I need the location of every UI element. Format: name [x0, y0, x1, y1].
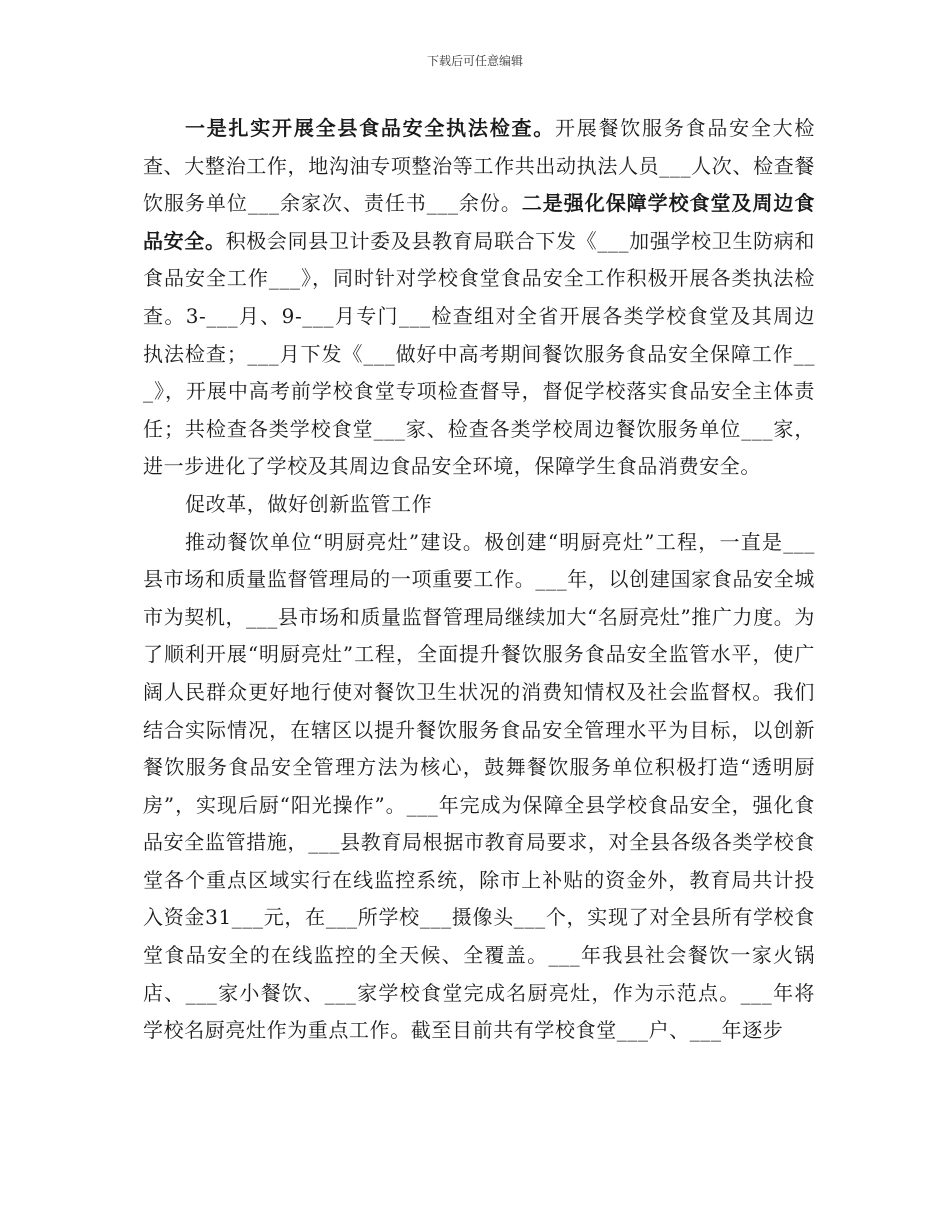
section-heading-reform: 促改革，做好创新监管工作 — [185, 491, 433, 516]
document-body — [143, 110, 815, 1050]
paragraph-open-kitchen: 推动餐饮单位“明厨亮灶”建设。极创建“明厨亮灶”工程，一直是___县市场和质量监督管理局的一项重要工作。___年，以创建国家食品安全城市为契机，___县市场和质量监督管理局继续加大“名厨亮灶”推广力度。为了顺利开展“明厨亮灶”工程，全面提升餐饮服务食品安全监管水平，使广阔人民群众更好地行使对餐饮卫生状况的消费知情权及社会监督权。我们结合实际情况，在辖区以提升餐饮服务食品安全管理水平为目标，以创新餐饮服务食品安全管理方法为核心，鼓舞餐饮服务单位积极打造“透明厨房”，实现后厨“阳光操作”。___年完成为保障全县学校食品安全，强化食品安全监管措施，___县教育局根据市教育局要求，对全县各级各类学校食堂各个重点区域实行在线监控系统，除市上补贴的资金外，教育局共计投入资金31___元，在___所学校___摄像头___个，实现了对全县所有学校食堂食品安全的在线监控的全天候、全覆盖。___年我县社会餐饮一家火锅店、___家小餐饮、___家学校食堂完成名厨亮灶，作为示范点。___年将学校名厨亮灶作为重点工作。截至目前共有学校食堂___户、___年逐步 — [143, 529, 815, 1043]
page-header-note: 下载后可任意编辑 — [426, 54, 523, 68]
paragraph-food-safety-inspection — [143, 110, 815, 486]
lead-bold-school-canteen: 二是强化保障学校食堂及周边食品安全。 — [143, 191, 815, 253]
paragraph-text-school-canteen: 积极会同县卫计委及县教育局联合下发《___加强学校卫生防病和食品安全工作___》，同时针对学校食堂食品安全工作积极开展各类执法检查。3-___月、9-___月专门___检查组对全省开展各类学校食堂及其周边执法检查；___月下发《___做好中高考期间餐饮服务食品安全保障工作___》，开展中高考前学校食堂专项检查督导，督促学校落实食品安全主体责任；共检查各类学校食堂___家、检查各类学校周边餐饮服务单位___家，进一步进化了学校及其周边食品安全环境，保障学生食品消费安全。 — [143, 228, 815, 479]
paragraph-text-inspection: 开展餐饮服务食品安全大检查、大整治工作，地沟油专项整治等工作共出动执法人员___人次、检查餐饮服务单位___余家次、责任书___余份。 — [143, 116, 816, 216]
lead-bold-inspection: 一是扎实开展全县食品安全执法检查。 — [185, 116, 555, 140]
